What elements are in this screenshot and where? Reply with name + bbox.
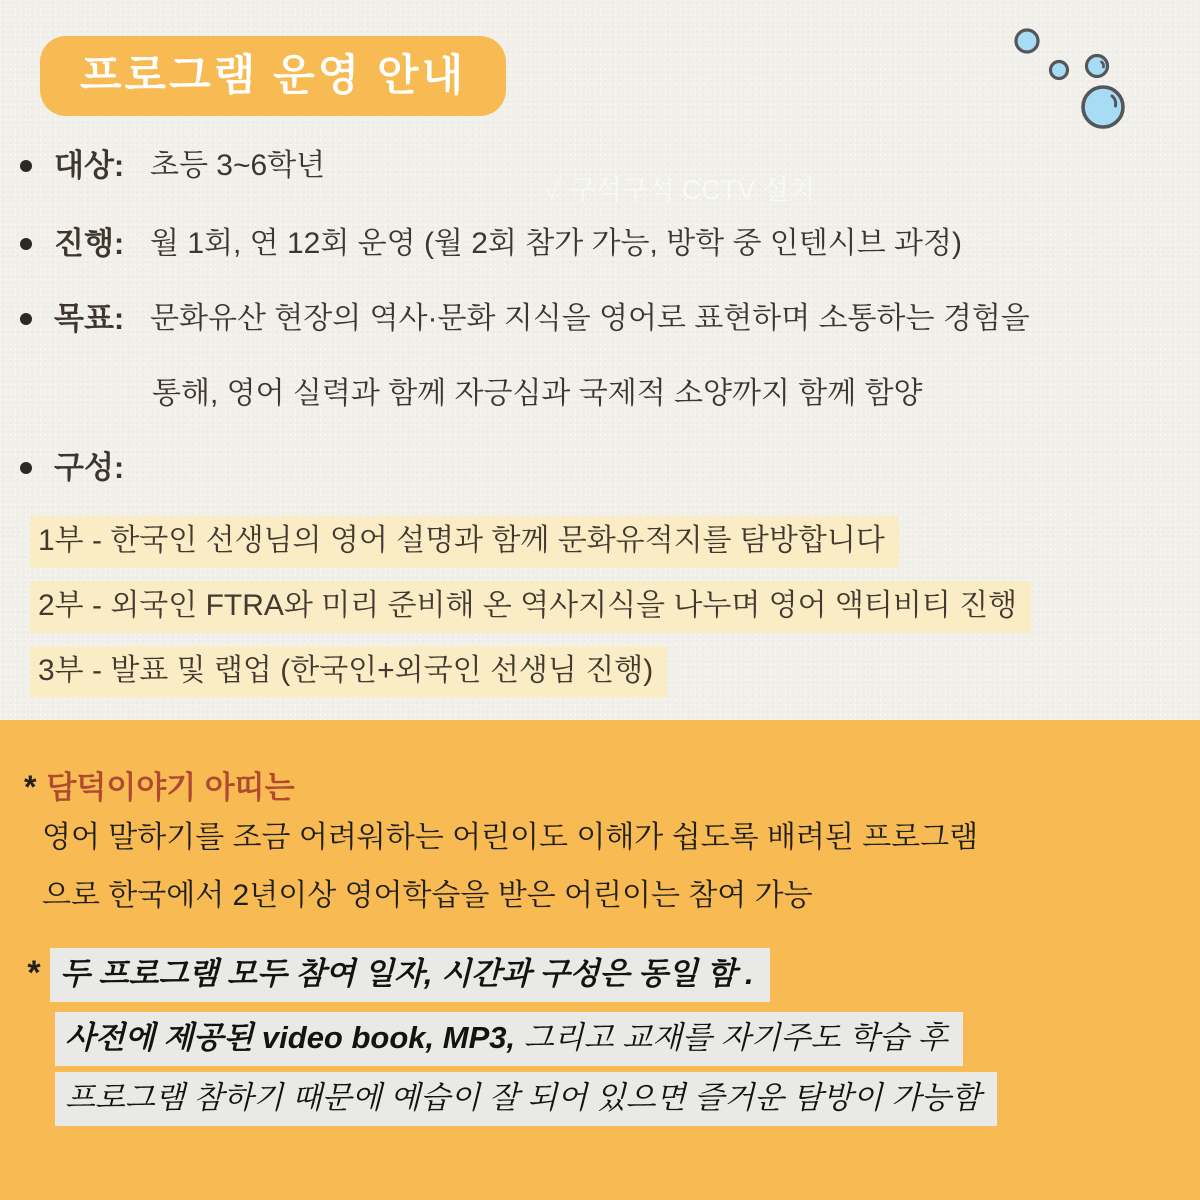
bullet-label: 목표: — [54, 301, 125, 336]
bubbles-icon — [1002, 18, 1147, 148]
note2-line3: 프로그램 참하기 때문에 예습이 잘 되어 있으면 즐거운 탐방이 가능함 — [55, 1072, 997, 1126]
bullet-label: 구성: — [54, 450, 125, 485]
bullet-text: 월 1회, 연 12회 운영 (월 2회 참가 가능, 방학 중 인텐시브 과정) — [150, 227, 962, 260]
bullet-label: 진행: — [54, 226, 125, 261]
note1-heading-row — [24, 762, 295, 807]
bullet-dot-icon — [20, 238, 32, 250]
bullet-dot-icon — [20, 313, 32, 325]
bullet-item-goal — [20, 301, 1030, 337]
bullet-dot-icon — [20, 462, 32, 474]
page-title: 프로그램 운영 안내 — [80, 52, 467, 100]
watermark: ✓ 구석구석 CCTV 설치 — [545, 175, 815, 205]
composition-item-1: 1부 - 한국인 선생님의 영어 설명과 함께 문화유적지를 탐방합니다 — [30, 516, 899, 568]
bullet-dot-icon — [20, 160, 32, 172]
bullet-label: 대상: — [54, 148, 125, 183]
composition-item-3: 3부 - 발표 및 랩업 (한국인+외국인 선생님 진행) — [30, 646, 667, 698]
bullet-text: 문화유산 현장의 역사·문화 지식을 영어로 표현하며 소통하는 경험을 — [150, 302, 1030, 335]
note2-line2-regular: 그리고 교재를 자기주도 학습 후 — [515, 1020, 948, 1055]
note1-title: 담덕이야기 아띠는 — [46, 770, 295, 805]
note2-line2 — [55, 1012, 963, 1066]
bullet-item-target — [20, 148, 325, 184]
bullet-text: 초등 3~6학년 — [150, 149, 326, 182]
note2-line2-bold: 사전에 제공된 video book, MP3, — [65, 1020, 516, 1055]
composition-item-2: 2부 - 외국인 FTRA와 미리 준비해 온 역사지식을 나누며 영어 액티비티 진행 — [30, 581, 1031, 633]
note1-body-line2: 으로 한국에서 2년이상 영어학습을 받은 어린이는 참여 가능 — [42, 879, 813, 912]
note2-line1: 두 프로그램 모두 참여 일자, 시간과 구성은 동일 함 . — [50, 948, 770, 1002]
note1-body-line1: 영어 말하기를 조금 어려워하는 어린이도 이해가 쉽도록 배려된 프로그램 — [42, 821, 979, 854]
note1-marker: * — [24, 769, 37, 805]
note2-marker: * — [26, 954, 40, 992]
bullet-item-schedule — [20, 226, 962, 262]
bullet-text-wrap: 통해, 영어 실력과 함께 자긍심과 국제적 소양까지 함께 함양 — [152, 377, 923, 410]
bullet-item-composition — [20, 450, 150, 486]
title-badge — [40, 36, 506, 116]
footer-panel — [0, 720, 1200, 1200]
